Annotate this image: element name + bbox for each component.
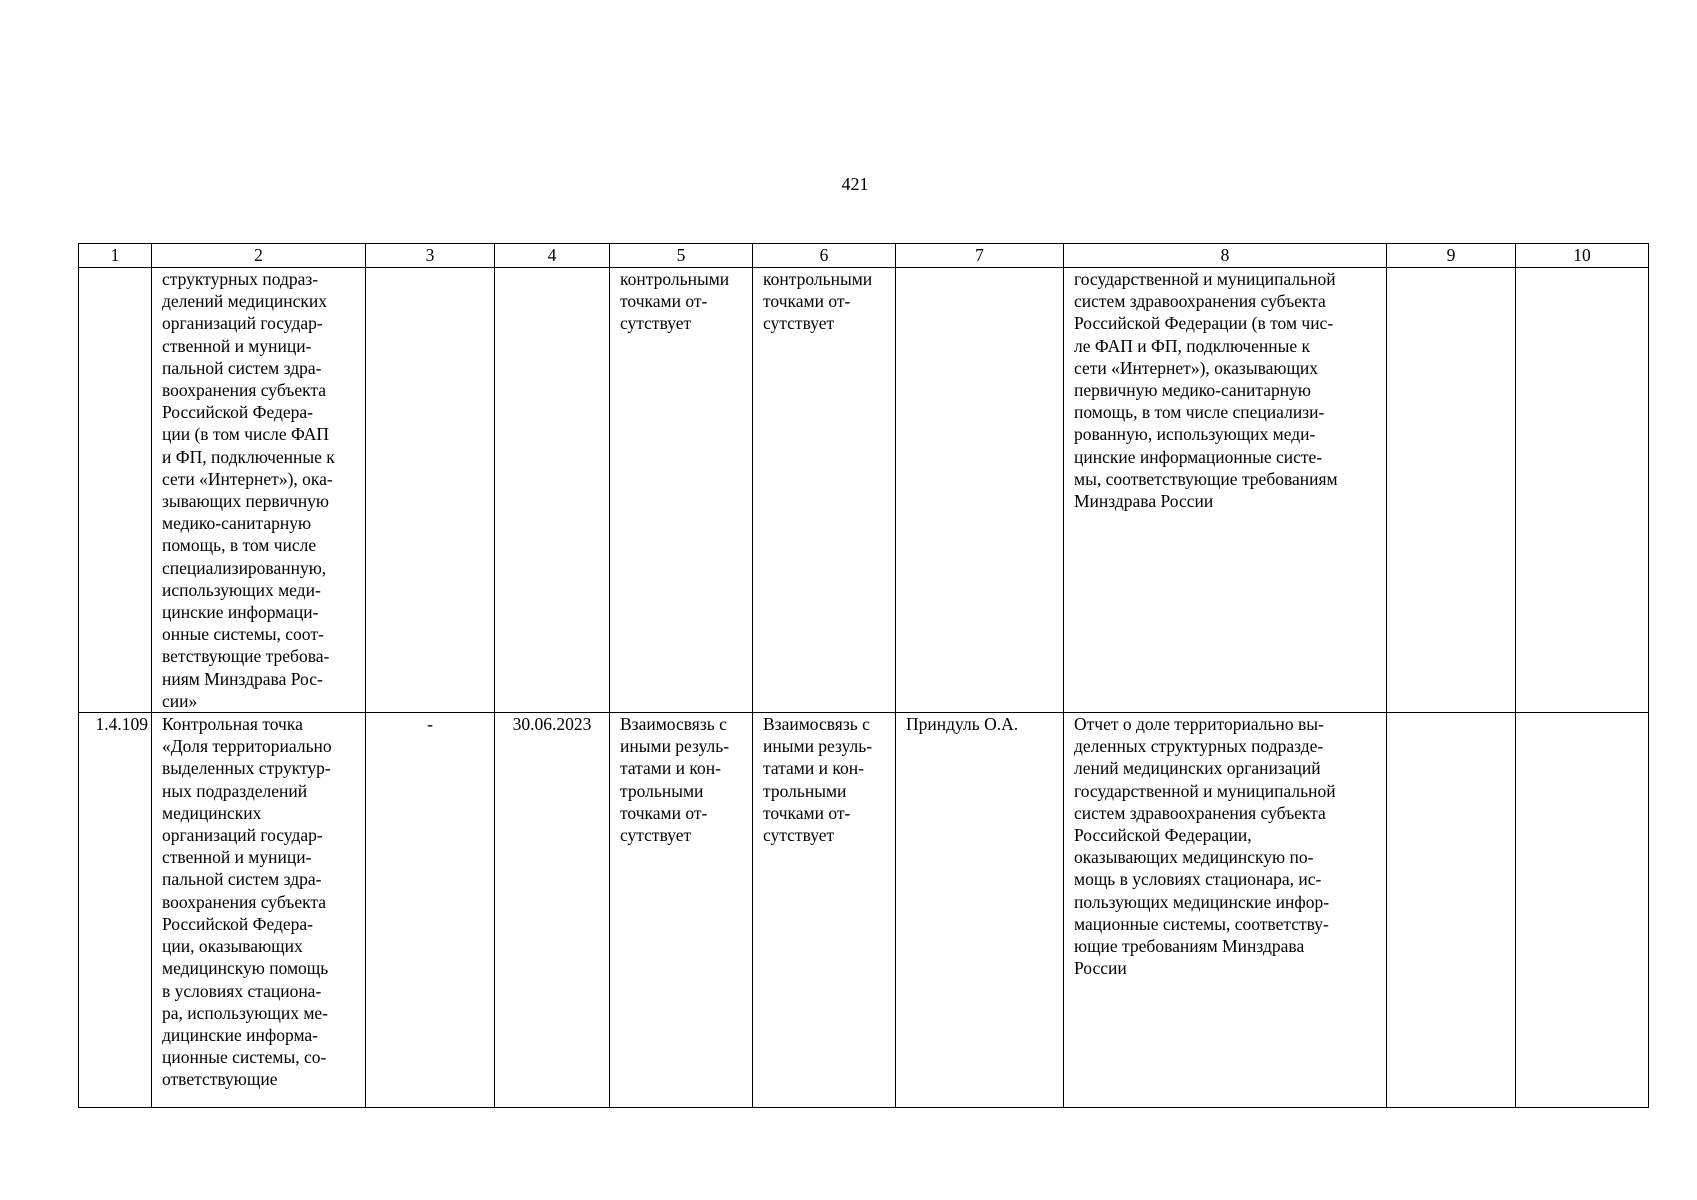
row-number: 1.4.109 [95, 714, 148, 735]
successor-cell [753, 713, 896, 1108]
predecessor-text: контрольными точками от- сутствует [620, 269, 730, 334]
responsible-cell [896, 268, 1064, 713]
table-row [79, 268, 1649, 713]
successor-cell [753, 268, 896, 713]
column-header-5: 5 [610, 244, 753, 268]
result-document-cell [1064, 713, 1387, 1108]
successor-text: контрольными точками от- сутствует [763, 269, 873, 334]
column-header-7: 7 [896, 244, 1064, 268]
column-header-1: 1 [79, 244, 152, 268]
description-text: структурных подраз- делений медицинских организаций государ- ственной и муници- пальной систем здра- воохранения субъекта Российской Федера- ции (в том числе ФАП и ФП, подключенные к сети «Интернет»), ока- зывающих первичную медико-санитарную помощь, в том числе специализированную, использующих меди- цинские информаци- онные системы, соот- ветствующие требова- ниям Минздрава Рос- сии» [162, 269, 335, 711]
column-9-cell [1387, 713, 1516, 1108]
column-10-cell [1516, 713, 1649, 1108]
column-header-2: 2 [152, 244, 366, 268]
description-cell [152, 268, 366, 713]
end-date-text: 30.06.2023 [512, 714, 592, 735]
column-header-8: 8 [1064, 244, 1387, 268]
column-header-6: 6 [753, 244, 896, 268]
predecessor-text: Взаимосвязь с иными резуль- татами и кон- трольными точками от- сутствует [620, 714, 730, 846]
successor-text: Взаимосвязь с иными резуль- татами и кон- трольными точками от- сутствует [763, 714, 873, 846]
start-date-text: - [427, 714, 433, 735]
responsible-text: Приндуль О.А. [906, 714, 1019, 735]
column-header-3: 3 [366, 244, 495, 268]
header-row [79, 244, 1649, 268]
column-9-cell [1387, 268, 1516, 713]
end-date-cell [495, 268, 610, 713]
predecessor-cell [610, 713, 753, 1108]
result-document-text: государственной и муниципальной систем здравоохранения субъекта Российской Федерации (в том чис- ле ФАП и ФП, подключенные к сети «Интернет»), оказывающих первичную медико-санитарную помощь, в том числе специализи- рованную, использующих меди- цинские информационные систе- мы, соответствующие требованиям Минздрава России [1074, 269, 1338, 512]
row-number-cell [79, 713, 152, 1108]
row-number-cell [79, 268, 152, 713]
result-document-text: Отчет о доле территориально вы- деленных структурных подразде- лений медицинских организаций государственной и муниципальной систем здравоохранения субъекта Российской Федерации, оказывающих медицинскую по- мощь в условиях стационара, ис- пользующих медицинские инфор- мационные системы, соответству- ющие требованиям Минздрава России [1074, 714, 1336, 979]
document-table [78, 243, 1649, 1108]
predecessor-cell [610, 268, 753, 713]
column-10-cell [1516, 268, 1649, 713]
start-date-cell [366, 713, 495, 1108]
column-header-4: 4 [495, 244, 610, 268]
table-row [79, 713, 1649, 1108]
end-date-cell [495, 713, 610, 1108]
responsible-cell [896, 713, 1064, 1108]
description-cell [152, 713, 366, 1108]
result-document-cell [1064, 268, 1387, 713]
column-header-10: 10 [1516, 244, 1649, 268]
description-text: Контрольная точка «Доля территориально выделенных структур- ных подразделений медицинских организаций государ- ственной и муници- пальной систем здра- воохранения субъекта Российской Федера- ции, оказывающих медицинскую помощь в условиях стациона- ра, использующих ме- дицинские информа- ционные системы, со- ответствующие [162, 714, 332, 1090]
column-header-9: 9 [1387, 244, 1516, 268]
start-date-cell [366, 268, 495, 713]
page-number: 421 [841, 174, 869, 194]
